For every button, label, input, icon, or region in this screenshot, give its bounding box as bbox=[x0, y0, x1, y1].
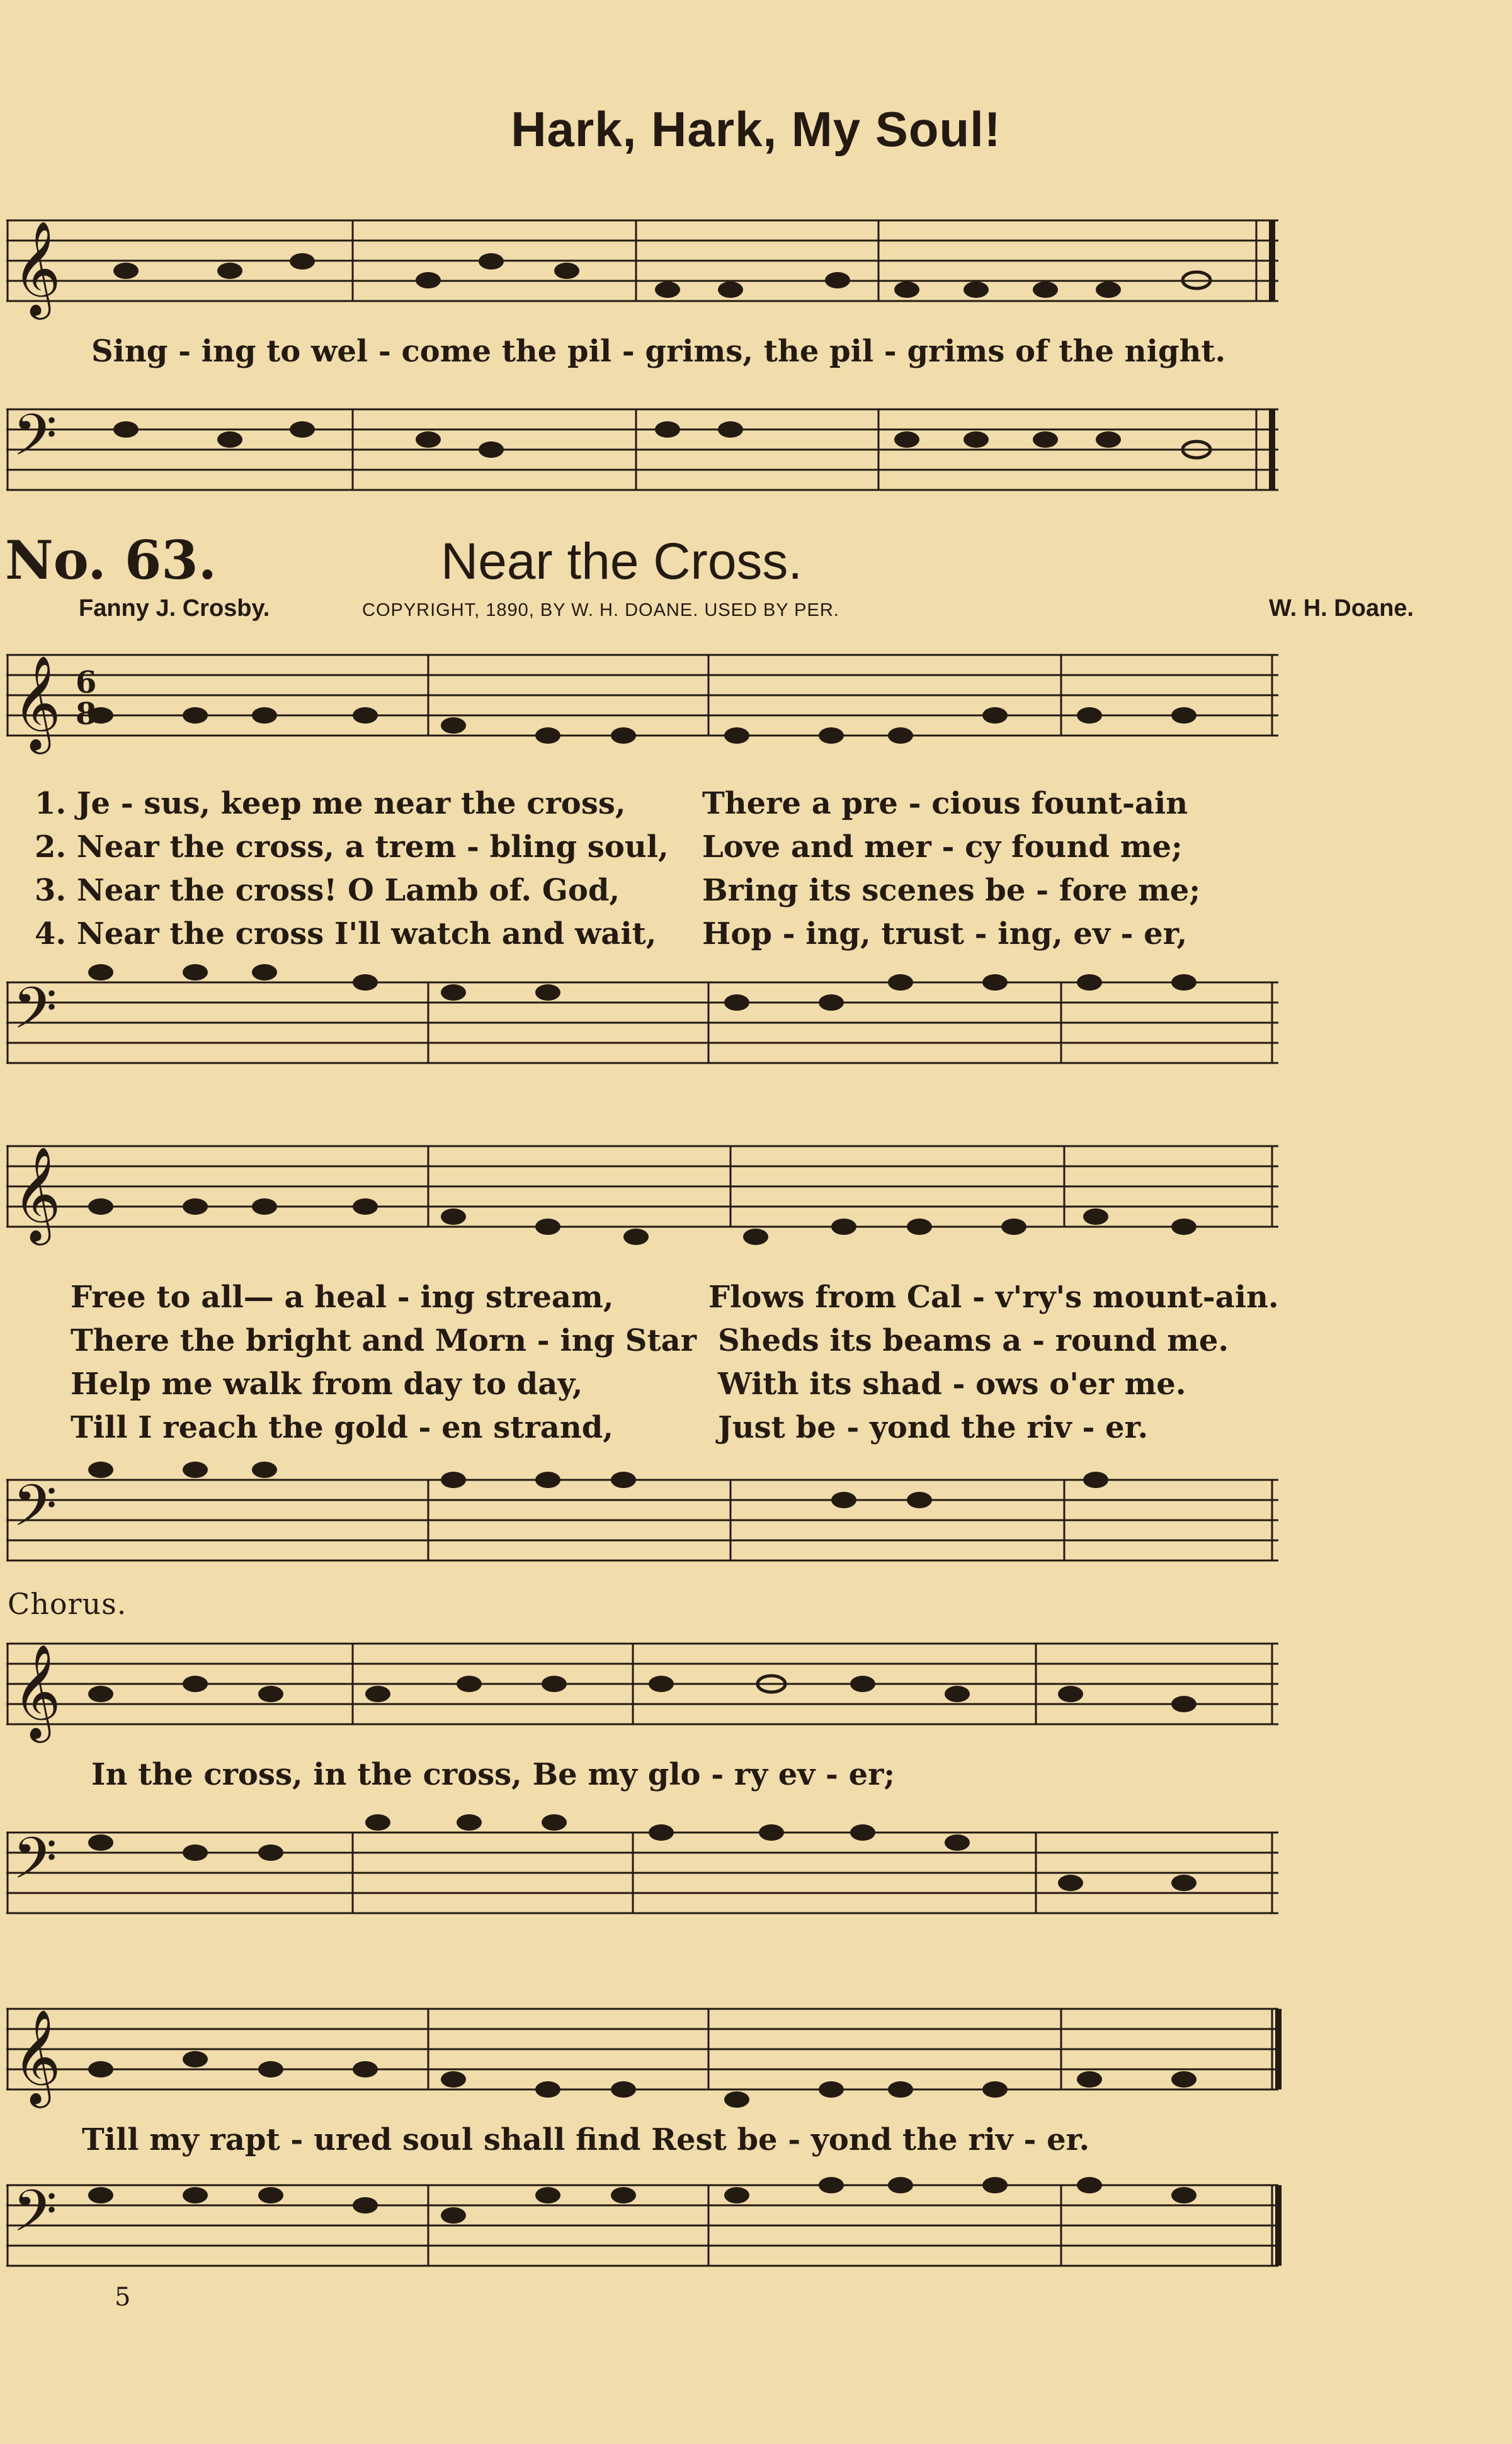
svg-text:8: 8 bbox=[76, 696, 97, 732]
chorus-line-1: In the cross, in the cross, Be my glo - ry ev - er; bbox=[91, 1757, 895, 1792]
svg-text:𝄢: 𝄢 bbox=[13, 1825, 57, 1906]
system2-treble-staff bbox=[0, 1127, 1512, 1266]
verse-4-line-a: 4. Near the cross I'll watch and wait, bbox=[35, 916, 657, 952]
verse-3-line-b: Bring its scenes be - fore me; bbox=[702, 873, 1201, 908]
chorus2-bass-staff bbox=[0, 2166, 1512, 2305]
svg-text:𝄢: 𝄢 bbox=[13, 2178, 57, 2258]
hymn-number: No. 63. bbox=[5, 529, 217, 591]
svg-text:𝄞: 𝄞 bbox=[13, 1643, 61, 1739]
svg-text:𝄢: 𝄢 bbox=[13, 402, 57, 482]
system1-bass-staff bbox=[0, 963, 1512, 1102]
chorus-label: Chorus. bbox=[8, 1587, 127, 1621]
verse-4-line-d: Just be - yond the riv - er. bbox=[718, 1410, 1149, 1445]
previous-hymn-treble-staff bbox=[0, 202, 1512, 346]
system1-treble-staff bbox=[0, 636, 1512, 775]
svg-text:𝄞: 𝄞 bbox=[13, 1145, 61, 1241]
chorus1-treble-staff bbox=[0, 1625, 1512, 1763]
verse-3-line-c: Help me walk from day to day, bbox=[71, 1367, 583, 1402]
verse-2-line-c: There the bright and Morn - ing Star bbox=[71, 1323, 697, 1358]
verse-1-line-c: Free to all— a heal - ing stream, bbox=[71, 1280, 614, 1315]
verse-2-line-d: Sheds its beams a - round me. bbox=[718, 1323, 1229, 1358]
author-credit: Fanny J. Crosby. bbox=[79, 595, 270, 622]
verse-2-line-b: Love and mer - cy found me; bbox=[702, 829, 1183, 865]
verse-3-line-d: With its shad - ows o'er me. bbox=[718, 1367, 1186, 1402]
chorus2-treble-staff bbox=[0, 1990, 1512, 2129]
verse-3-line-a: 3. Near the cross! O Lamb of. God, bbox=[35, 873, 620, 908]
previous-hymn-title: Hark, Hark, My Soul! bbox=[511, 101, 1001, 157]
copyright-notice: COPYRIGHT, 1890, BY W. H. DOANE. USED BY PER. bbox=[362, 600, 839, 620]
svg-text:𝄞: 𝄞 bbox=[13, 220, 61, 315]
svg-text:6: 6 bbox=[76, 665, 97, 700]
previous-hymn-bass-staff bbox=[0, 390, 1512, 529]
hymn-title: Near the Cross. bbox=[441, 533, 803, 590]
chorus1-bass-staff bbox=[0, 1814, 1512, 1952]
previous-hymn-lyric-line: Sing - ing to wel - come the pil - grims, the pil - grims of the night. bbox=[91, 334, 1226, 369]
composer-credit: W. H. Doane. bbox=[1268, 595, 1414, 622]
verse-2-line-a: 2. Near the cross, a trem - bling soul, bbox=[35, 829, 669, 865]
verse-1-line-b: There a pre - cious fount-ain bbox=[702, 786, 1188, 821]
verse-4-line-c: Till I reach the gold - en strand, bbox=[71, 1410, 614, 1445]
svg-text:𝄞: 𝄞 bbox=[13, 654, 61, 750]
chorus-line-2: Till my rapt - ured soul shall find Rest be - yond the riv - er. bbox=[82, 2122, 1090, 2157]
verse-1-line-d: Flows from Cal - v'ry's mount-ain. bbox=[708, 1280, 1279, 1315]
verse-4-line-b: Hop - ing, trust - ing, ev - er, bbox=[702, 916, 1188, 952]
system2-bass-staff bbox=[0, 1461, 1512, 1600]
svg-text:𝄢: 𝄢 bbox=[13, 1472, 57, 1553]
page-number: 5 bbox=[115, 2283, 131, 2312]
svg-text:𝄞: 𝄞 bbox=[13, 2008, 61, 2104]
svg-text:𝄢: 𝄢 bbox=[13, 975, 57, 1055]
verse-1-line-a: 1. Je - sus, keep me near the cross, bbox=[35, 786, 626, 821]
